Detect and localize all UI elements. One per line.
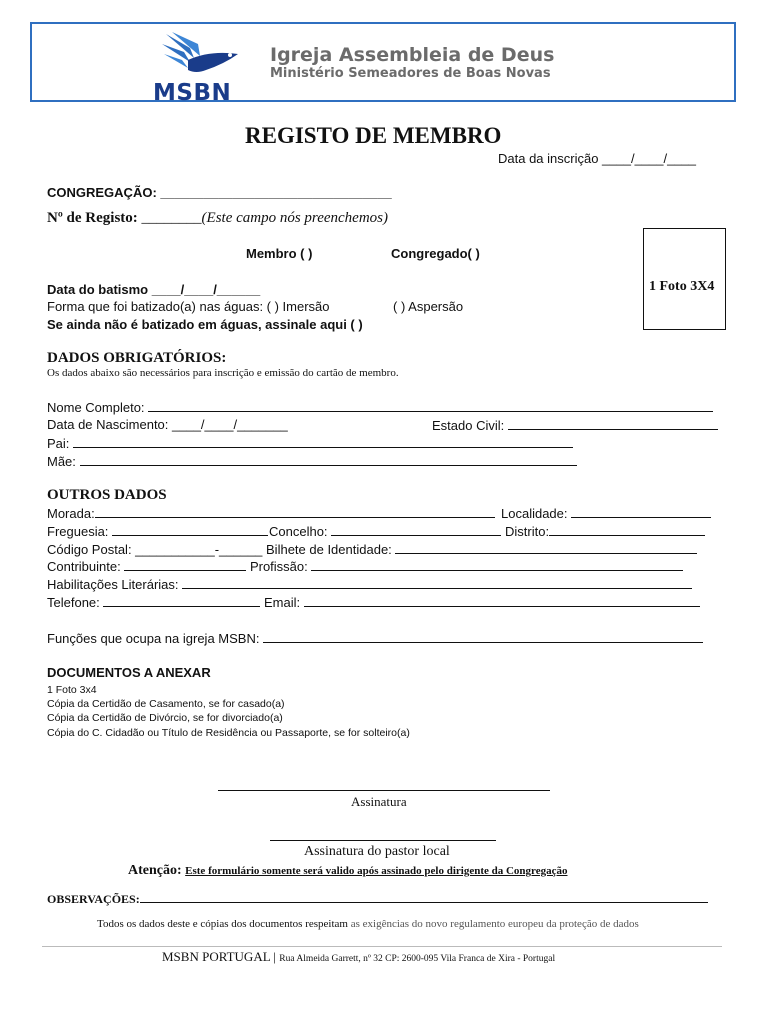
freguesia-input-line[interactable] bbox=[112, 523, 268, 536]
funcoes-input-line[interactable] bbox=[263, 630, 703, 643]
membro-checkbox[interactable]: Membro ( ) bbox=[246, 246, 313, 261]
observacoes-label: OBSERVAÇÕES: bbox=[47, 892, 140, 906]
mae-label: Mãe: bbox=[47, 454, 80, 469]
habilitacoes-label: Habilitações Literárias: bbox=[47, 577, 183, 592]
org-title: Igreja Assembleia de Deus bbox=[270, 44, 555, 66]
email-label: Email: bbox=[260, 595, 304, 610]
documento-item: 1 Foto 3x4 bbox=[47, 684, 97, 696]
footer-org: MSBN PORTUGAL bbox=[162, 949, 271, 964]
profissao-input-line[interactable] bbox=[311, 558, 683, 571]
habilitacoes-input-line[interactable] bbox=[182, 576, 692, 589]
logo-wordmark: MSBN bbox=[153, 80, 232, 106]
footer: MSBN PORTUGAL | Rua Almeida Garrett, nº 32 CP: 2600-095 Vila Franca de Xira - Portugal bbox=[162, 949, 556, 964]
distrito-input-line[interactable] bbox=[549, 523, 705, 536]
registo-field bbox=[47, 210, 388, 227]
telefone-field[interactable] bbox=[47, 594, 700, 610]
documento-item: Cópia da Certidão de Casamento, se for casado(a) bbox=[47, 698, 285, 710]
email-input-line[interactable] bbox=[304, 594, 700, 607]
nome-label: Nome Completo: bbox=[47, 400, 149, 415]
morada-field[interactable] bbox=[47, 505, 495, 521]
codigo-postal-label: Código Postal: ___________-______ Bilhete de Identidade: bbox=[47, 542, 396, 557]
nome-completo-field[interactable] bbox=[47, 399, 713, 415]
codigo-postal-field[interactable] bbox=[47, 541, 697, 557]
congregado-checkbox[interactable]: Congregado( ) bbox=[391, 246, 480, 261]
assinatura-label: Assinatura bbox=[351, 794, 407, 809]
estado-civil-label: Estado Civil: bbox=[432, 418, 508, 433]
footer-divider bbox=[42, 946, 722, 947]
telefone-input-line[interactable] bbox=[103, 594, 260, 607]
dove-logo-icon bbox=[160, 30, 245, 82]
congregacao-field[interactable]: CONGREGAÇÃO: ________________________________ bbox=[47, 185, 392, 200]
obrigatorios-heading: DADOS OBRIGATÓRIOS: bbox=[47, 350, 227, 366]
observacoes-input-line[interactable] bbox=[140, 891, 708, 903]
localidade-input-line[interactable] bbox=[571, 505, 711, 518]
data-nascimento-field[interactable]: Data de Nascimento: ____/____/_______ bbox=[47, 417, 288, 432]
documentos-heading: DOCUMENTOS A ANEXAR bbox=[47, 665, 211, 680]
batismo-date-field[interactable]: Data do batismo ____/____/______ bbox=[47, 282, 261, 297]
contribuinte-label: Contribuinte: bbox=[47, 559, 125, 574]
pai-label: Pai: bbox=[47, 436, 74, 451]
concelho-input-line[interactable] bbox=[331, 523, 501, 536]
pai-field[interactable] bbox=[47, 435, 573, 451]
rgpd-text-b: as exigências do novo regulamento europeu da proteção de dados bbox=[350, 918, 639, 930]
observacoes-field[interactable] bbox=[47, 891, 708, 907]
documento-item: Cópia da Certidão de Divórcio, se for divorciado(a) bbox=[47, 712, 283, 724]
localidade-label: Localidade: bbox=[501, 506, 572, 521]
data-inscricao-field[interactable]: Data da inscrição ____/____/____ bbox=[498, 151, 697, 166]
registo-blank[interactable]: ________ bbox=[141, 210, 202, 226]
assinatura-line[interactable] bbox=[218, 790, 550, 791]
atencao-notice bbox=[128, 861, 568, 879]
profissao-label: Profissão: bbox=[246, 559, 312, 574]
habilitacoes-field[interactable] bbox=[47, 576, 692, 592]
pastor-signature-label: Assinatura do pastor local bbox=[304, 844, 450, 859]
estado-civil-input-line[interactable] bbox=[508, 417, 718, 430]
localidade-field[interactable] bbox=[501, 505, 711, 521]
rgpd-text-a: Todos os dados deste e cópias dos documentos respeitam bbox=[97, 918, 351, 930]
atencao-label: Atenção: bbox=[128, 863, 186, 878]
mae-field[interactable] bbox=[47, 453, 577, 469]
pastor-signature-line[interactable] bbox=[270, 840, 496, 841]
form-title: REGISTO DE MEMBRO bbox=[245, 123, 502, 148]
nome-input-line[interactable] bbox=[148, 399, 713, 412]
org-subtitle: Ministério Semeadores de Boas Novas bbox=[270, 66, 551, 81]
morada-input-line[interactable] bbox=[95, 505, 495, 518]
distrito-field[interactable] bbox=[505, 523, 705, 539]
distrito-label: Distrito: bbox=[505, 524, 550, 539]
concelho-label: Concelho: bbox=[269, 524, 332, 539]
bilhete-input-line[interactable] bbox=[395, 541, 697, 554]
contribuinte-field[interactable] bbox=[47, 558, 683, 574]
photo-label: 1 Foto 3X4 bbox=[649, 279, 715, 294]
atencao-text: Este formulário somente será valido após assinado pelo dirigente da Congregação bbox=[185, 865, 568, 877]
concelho-field[interactable] bbox=[269, 523, 501, 539]
estado-civil-field[interactable] bbox=[432, 417, 718, 433]
morada-label: Morada: bbox=[47, 506, 95, 521]
documento-item: Cópia do C. Cidadão ou Título de Residência ou Passaporte, se for solteiro(a) bbox=[47, 727, 410, 739]
rgpd-notice bbox=[97, 918, 639, 930]
registo-label: Nº de Registo: bbox=[47, 210, 142, 226]
freguesia-label: Freguesia: bbox=[47, 524, 113, 539]
mae-input-line[interactable] bbox=[80, 453, 577, 466]
registo-note: (Este campo nós preenchemos) bbox=[201, 210, 389, 226]
freguesia-field[interactable] bbox=[47, 523, 268, 539]
telefone-label: Telefone: bbox=[47, 595, 104, 610]
funcoes-label: Funções que ocupa na igreja MSBN: bbox=[47, 631, 264, 646]
contribuinte-input-line[interactable] bbox=[124, 558, 246, 571]
obrigatorios-note: Os dados abaixo são necessários para inscrição e emissão do cartão de membro. bbox=[47, 367, 399, 379]
funcoes-field[interactable] bbox=[47, 630, 703, 646]
forma-batizado-option[interactable]: Forma que foi batizado(a) nas águas: ( ) Imersão bbox=[47, 299, 330, 314]
outros-heading: OUTROS DADOS bbox=[47, 487, 167, 503]
aspersao-option[interactable]: ( ) Aspersão bbox=[393, 299, 464, 314]
nao-batizado-checkbox[interactable]: Se ainda não é batizado em águas, assinale aqui ( ) bbox=[47, 317, 363, 332]
pai-input-line[interactable] bbox=[73, 435, 573, 448]
footer-address: Rua Almeida Garrett, nº 32 CP: 2600-095 Vila Franca de Xira - Portugal bbox=[279, 954, 556, 964]
